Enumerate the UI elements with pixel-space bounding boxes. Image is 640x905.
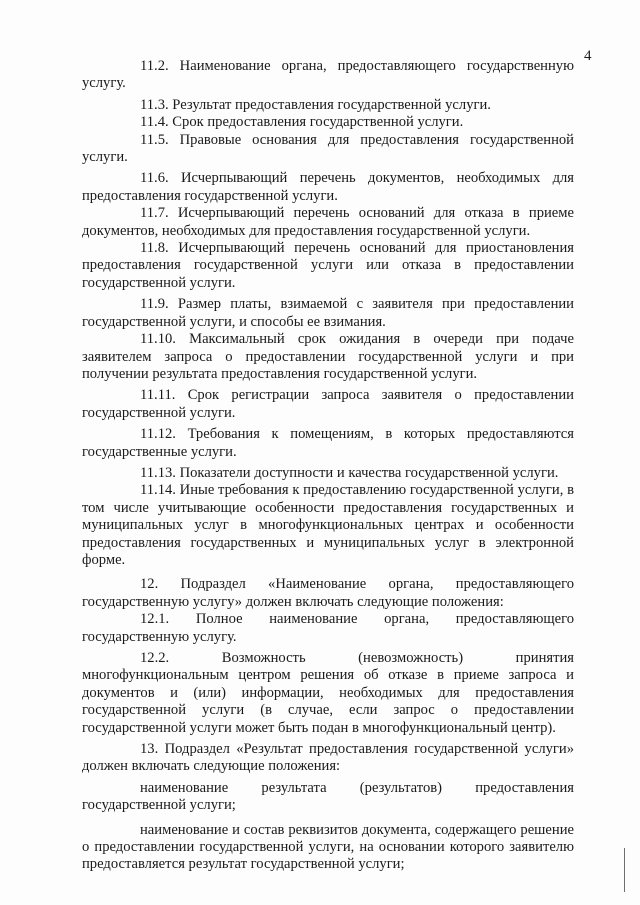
paragraph-11-3: 11.3. Результат предоставления государственной услуги. <box>140 96 491 113</box>
page-number: 4 <box>584 48 592 64</box>
paragraph-11-14: 11.14. Иные требования к предоставлению государственной услуги, в том числе учитывающие особенности предоставления государственных и муниципальных услуг в многофункциональных центрах и особенности предоставления государственных и муниципальных услуг в электронной форме. <box>82 482 574 568</box>
paragraph-13-item-2: наименование и состав реквизитов документа, содержащего решение о предоставлении государственной услуги, на основании которого заявителю предоставляется результат государственной услуги; <box>82 821 574 873</box>
paragraph-11-6: 11.6. Исчерпывающий перечень документов, необходимых для предоставления государственной услуги. <box>82 170 574 204</box>
paragraph-11-9: 11.9. Размер платы, взимаемой с заявителя при предоставлении государственной услуги, и способы ее взимания. <box>82 296 574 330</box>
paragraph-11-10: 11.10. Максимальный срок ожидания в очереди при подаче заявителем запроса о предоставлении государственной услуги и при получении результата предоставления государственной услуги. <box>82 331 574 382</box>
document-body <box>82 58 574 874</box>
paragraph-13-item-1: наименование результата (результатов) предоставления государственной услуги; <box>82 779 574 814</box>
paragraph-11-8: 11.8. Исчерпывающий перечень оснований для приостановления предоставления государственной услуги или отказа в предоставлении государственной услуги. <box>82 240 574 291</box>
paragraph-12-1: 12.1. Полное наименование органа, предоставляющего государственную услугу. <box>82 611 574 645</box>
paragraph-11-4: 11.4. Срок предоставления государственной услуги. <box>140 114 464 131</box>
paragraph-12-2: 12.2. Возможность (невозможность) принятия многофункциональным центром решения об отказе в приеме запроса и документов и (или) информации, необходимых для предоставления государственной услуги (в случае, если запрос о предоставлении государственной услуги может быть подан в многофункциональный центр). <box>82 650 574 736</box>
scan-edge-mark <box>624 848 625 892</box>
paragraph-11-7: 11.7. Исчерпывающий перечень оснований для отказа в приеме документов, необходимых для предоставления государственной услуги. <box>82 205 574 239</box>
paragraph-11-5: 11.5. Правовые основания для предоставления государственной услуги. <box>82 131 574 166</box>
paragraph-13: 13. Подраздел «Результат предоставления государственной услуги» должен включать следующие положения: <box>82 741 574 775</box>
paragraph-12: 12. Подраздел «Наименование органа, предоставляющего государственную услугу» должен включать следующие положения: <box>82 576 574 610</box>
paragraph-11-12: 11.12. Требования к помещениям, в которых предоставляются государственные услуги. <box>82 426 574 460</box>
paragraph-11-13: 11.13. Показатели доступности и качества государственной услуги. <box>140 464 559 481</box>
paragraph-11-2: 11.2. Наименование органа, предоставляющего государственную услугу. <box>82 58 574 92</box>
paragraph-11-11: 11.11. Срок регистрации запроса заявителя о предоставлении государственной услуги. <box>82 387 574 421</box>
